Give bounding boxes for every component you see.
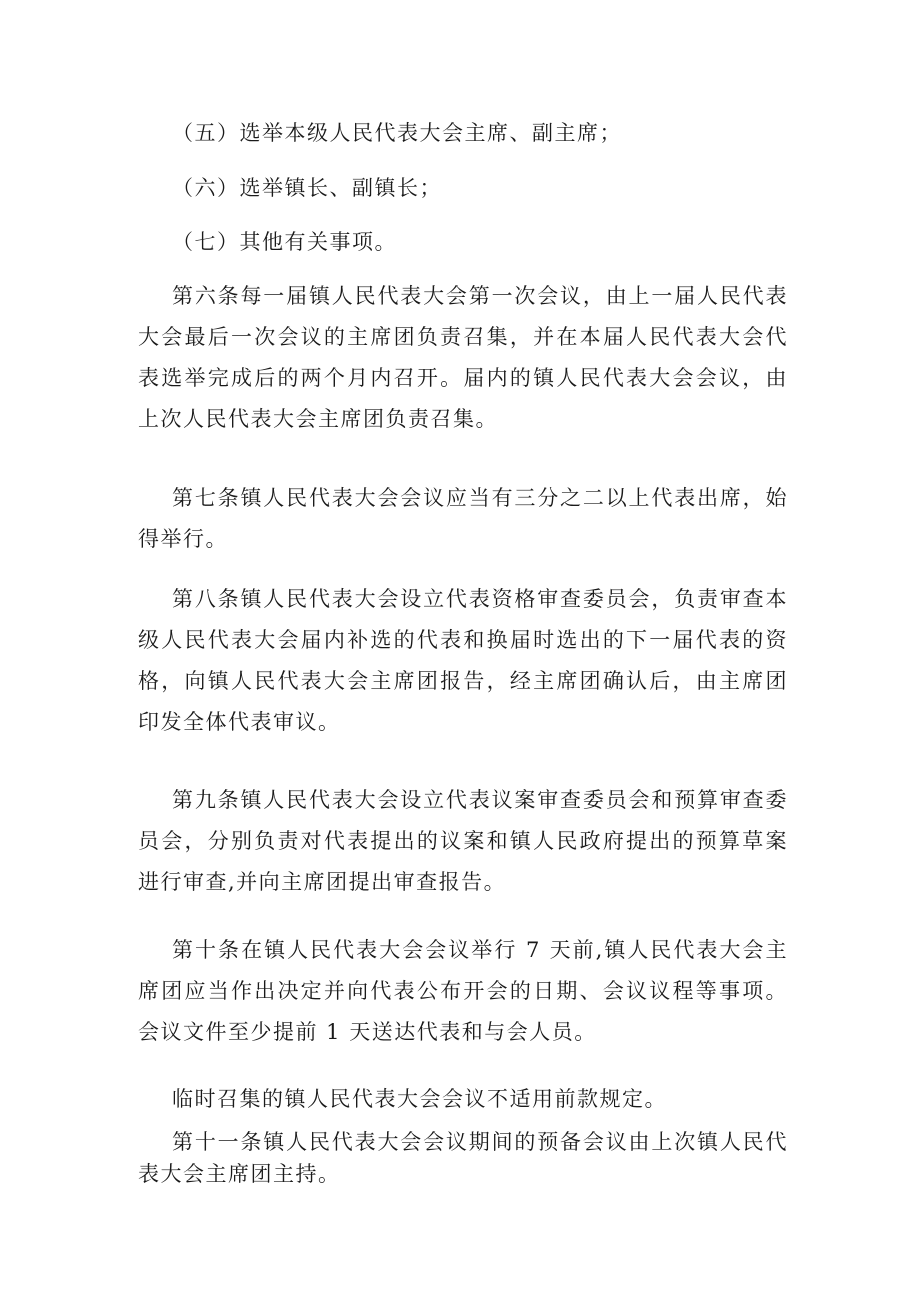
paragraph-exception: 临时召集的镇人民代表大会会议不适用前款规定。: [172, 1087, 667, 1111]
paragraph-article-7: 第七条镇人民代表大会会议应当有三分之二以上代表出席，始得举行。: [138, 486, 788, 551]
paragraph-item-6: （六）选举镇长、副镇长；: [172, 176, 442, 200]
paragraph-article-6: 第六条每一届镇人民代表大会第一次会议，由上一届人民代表大会最后一次会议的主席团负责召集，并在本届人民代表大会代表选举完成后的两个月内召开。届内的镇人民代表大会会议，由上次人民代表大会主席团负责召集。: [138, 284, 788, 431]
paragraph-article-10: 第十条在镇人民代表大会会议举行 7 天前,镇人民代表大会主席团应当作出决定并向代表公布开会的日期、会议议程等事项。会议文件至少提前 1 天送达代表和与会人员。: [138, 938, 788, 1044]
paragraph-item-5: （五）选举本级人民代表大会主席、副主席；: [172, 121, 622, 145]
paragraph-article-8: 第八条镇人民代表大会设立代表资格审查委员会，负责审查本级人民代表大会届内补选的代表和换届时选出的下一届代表的资格，向镇人民代表大会主席团报告，经主席团确认后，由主席团印发全体代表审议。: [138, 587, 788, 734]
paragraph-article-9: 第九条镇人民代表大会设立代表议案审查委员会和预算审查委员会，分别负责对代表提出的议案和镇人民政府提出的预算草案进行审查,并向主席团提出审查报告。: [138, 788, 788, 894]
paragraph-item-7: （七）其他有关事项。: [172, 230, 397, 254]
paragraph-article-11: 第十一条镇人民代表大会会议期间的预备会议由上次镇人民代表大会主席团主持。: [138, 1130, 788, 1186]
